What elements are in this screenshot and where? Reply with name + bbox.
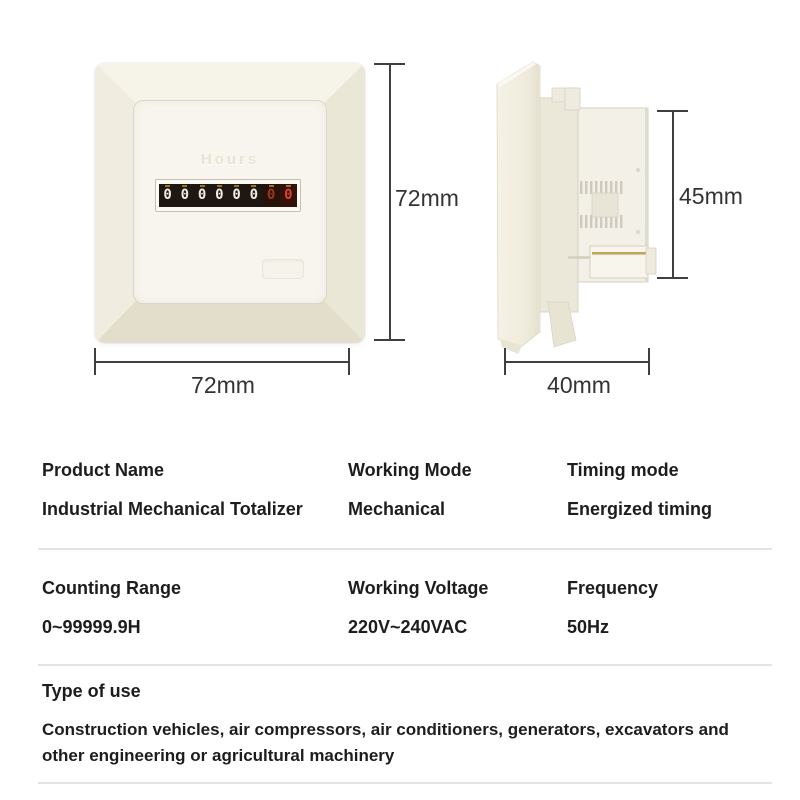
dim-line-front-width [95, 361, 350, 363]
spec-value: Industrial Mechanical Totalizer [42, 499, 303, 519]
divider [38, 664, 772, 666]
spec-label: Product Name [42, 460, 165, 480]
counter-window [155, 179, 301, 212]
hours-embossed-label: Hours [200, 151, 260, 168]
spec-label: Timing mode [567, 460, 679, 480]
dim-line-side-depth [505, 361, 650, 363]
spec-frequency [567, 576, 658, 639]
dim-tick [657, 110, 688, 112]
spec-label: Working Voltage [348, 578, 489, 598]
spec-label: Frequency [567, 578, 659, 598]
spec-value: 220V~240VAC [348, 617, 468, 637]
divider [38, 548, 772, 550]
counter-digit-red: 0 [280, 184, 297, 207]
side-view-photo [480, 50, 680, 370]
counter-digit: 0 [194, 184, 211, 207]
counter-digit: 0 [159, 184, 176, 207]
counter-digit: 0 [228, 184, 245, 207]
dim-tick [374, 63, 405, 65]
dim-tick [657, 277, 688, 279]
counter-digit: 0 [245, 184, 262, 207]
dim-tick [374, 339, 405, 341]
counter-digits [159, 184, 297, 207]
dim-label-side-depth: 40mm [547, 372, 611, 398]
dim-tick [94, 348, 96, 375]
spec-timing-mode [567, 458, 712, 521]
spec-counting-range [42, 576, 181, 639]
usage-section-title: Type of use [42, 681, 141, 701]
dim-line-front-height [389, 64, 391, 340]
front-view-plate [95, 63, 365, 343]
counter-digit: 0 [211, 184, 228, 207]
spec-label: Counting Range [42, 578, 181, 598]
usage-description: Construction vehicles, air compressors, air conditioners, generators, excavators and other engineering or agricultural machinery [42, 720, 729, 765]
vent-slots-top [580, 181, 622, 194]
divider [38, 782, 772, 784]
spec-label: Working Mode [348, 460, 472, 480]
counter-digit: 0 [176, 184, 193, 207]
spec-product-name [42, 458, 303, 521]
dim-label-front-height: 72mm [395, 185, 459, 211]
spec-value: 50Hz [567, 617, 610, 637]
spec-value: Mechanical [348, 499, 446, 519]
reset-notch [262, 259, 304, 279]
spec-working-mode [348, 458, 472, 521]
dim-label-front-width: 72mm [191, 372, 255, 398]
dim-tick [504, 348, 506, 375]
spec-working-voltage [348, 576, 488, 639]
counter-digit-red: 0 [263, 184, 280, 207]
spec-value: 0~99999.9H [42, 617, 141, 637]
dim-line-side-height [672, 111, 674, 279]
dim-label-side-height: 45mm [679, 183, 743, 209]
dim-tick [648, 348, 650, 375]
side-faceplate [497, 62, 540, 346]
spec-value: Energized timing [567, 499, 713, 519]
dim-tick [348, 348, 350, 375]
terminal-block [590, 246, 648, 278]
side-mounting-collar [540, 98, 578, 312]
meter-face [133, 100, 327, 304]
